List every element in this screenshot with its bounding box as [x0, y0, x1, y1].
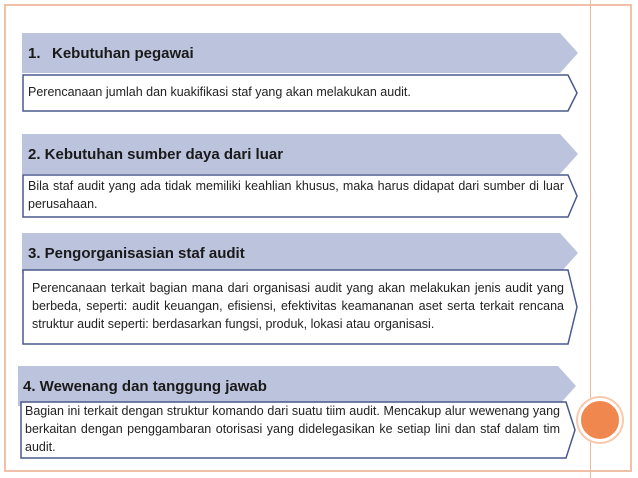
- section-4-title: 4. Wewenang dan tanggung jawab: [23, 377, 267, 395]
- section-4-description: [20, 401, 576, 459]
- section-2-text: Bila staf audit yang ada tidak memiliki keahlian khusus, maka harus didapat dari sumber di luar perusahaan.: [28, 179, 564, 211]
- section-1-number: 1.: [28, 44, 41, 62]
- section-1-header: [22, 33, 578, 73]
- section-4-text: Bagian ini terkait dengan struktur komando dari suatu tiim audit. Mencakup alur wewenang yang berkaitan dengan penggambaran otorisasi yang didelegasikan ke setiap lini dan staf dalam tim audit.: [25, 404, 560, 454]
- section-1-title-text: Kebutuhan pegawai: [52, 44, 194, 62]
- section-2-title: 2. Kebutuhan sumber daya dari luar: [28, 145, 284, 163]
- section-3-title: 3. Pengorganisasian staf audit: [28, 244, 245, 262]
- section-1-description: [22, 74, 578, 112]
- section-1-text: Perencanaan jumlah dan kuakifikasi staf yang akan melakukan audit.: [28, 85, 411, 100]
- section-2-header: [22, 134, 578, 174]
- section-3-text: Perencanaan terkait bagian mana dari organisasi audit yang akan melakukan jenis audit yang berbeda, seperti: audit keuangan, efisiensi, efektivitas keamananan aset serta terkait rencana struktur audit seperti: berdasarkan fungsi, produk, lokasi atau organisasi.: [32, 281, 564, 331]
- section-2-description: [22, 174, 578, 218]
- section-4-header: [18, 366, 576, 406]
- section-3-header: [22, 233, 578, 273]
- section-3-description: [22, 269, 578, 345]
- decorative-circle: [578, 398, 622, 442]
- section-1-title: [28, 33, 194, 73]
